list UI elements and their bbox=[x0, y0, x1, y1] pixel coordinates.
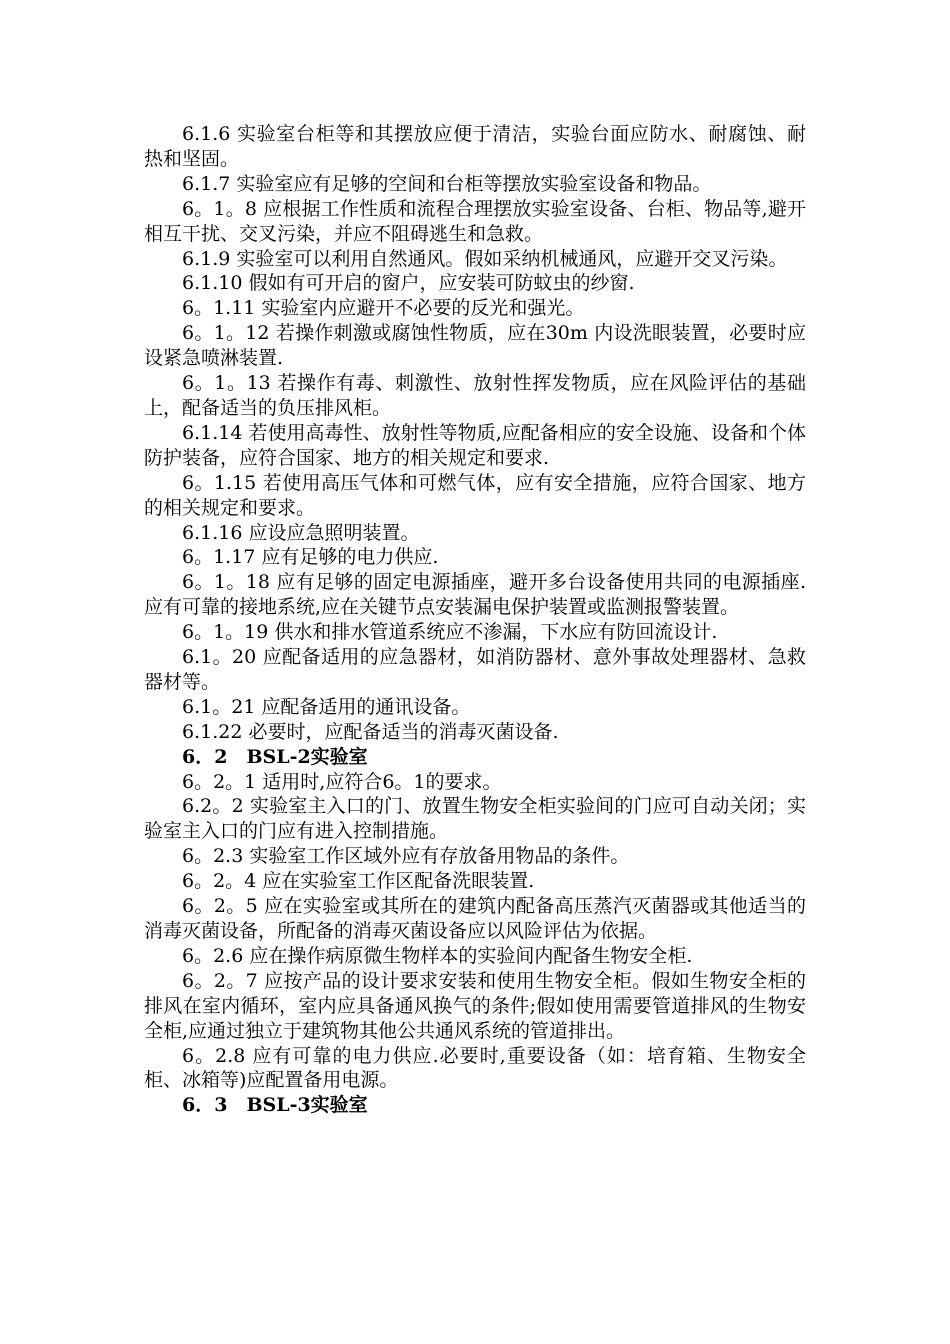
paragraph-6-2-1: 6。2。1 适用时,应符合6。1的要求。 bbox=[182, 770, 502, 793]
paragraph-6-1-9: 6.1.9 实验室可以利用自然通风。假如采纳机械通风，应避开交叉污染。 bbox=[182, 247, 788, 270]
paragraph-6-2-3: 6。2.3 实验室工作区域外应有存放备用物品的条件。 bbox=[182, 845, 630, 868]
paragraph-6-2-2: 6.2。2 实验室主入口的门、放置生物安全柜实验间的门应可自动关闭；实验室主入口的门应有进入控制措施。 bbox=[144, 795, 806, 843]
paragraph-6-1-18: 6。1。18 应有足够的固定电源插座，避开多台设备使用共同的电源插座.应有可靠的接地系统,应在关键节点安装漏电保护装置或监测报警装置。 bbox=[144, 571, 806, 619]
paragraph-6-1-17: 6。1.17 应有足够的电力供应. bbox=[182, 546, 439, 569]
document-page bbox=[144, 122, 806, 1118]
paragraph-6-2-4: 6。2。4 应在实验室工作区配备洗眼装置. bbox=[182, 870, 535, 893]
paragraph-6-1-22: 6.1.22 必要时，应配备适当的消毒灭菌设备. bbox=[182, 720, 559, 743]
paragraph-6-1-12: 6。1。12 若操作刺激或腐蚀性物质，应在30m 内设洗眼装置，必要时应设紧急喷淋装置. bbox=[144, 322, 806, 370]
paragraph-6-2-6: 6。2.6 应在操作病原微生物样本的实验间内配备生物安全柜. bbox=[182, 944, 693, 967]
paragraph-6-1-8: 6。1。8 应根据工作性质和流程合理摆放实验室设备、台柜、物品等,避开相互干扰、交叉污染，并应不阻碍逃生和急救。 bbox=[144, 197, 806, 245]
paragraph-6-1-14: 6.1.14 若使用高毒性、放射性等物质,应配备相应的安全设施、设备和个体防护装备，应符合国家、地方的相关规定和要求. bbox=[144, 421, 806, 469]
paragraph-6-2-5: 6。2。5 应在实验室或其所在的建筑内配备高压蒸汽灭菌器或其他适当的消毒灭菌设备，所配备的消毒灭菌设备应以风险评估为依据。 bbox=[144, 895, 806, 942]
paragraph-6-1-20: 6.1。20 应配备适用的应急器材，如消防器材、意外事故处理器材、急救器材等。 bbox=[144, 646, 806, 693]
paragraph-6-1-7: 6.1.7 实验室应有足够的空间和台柜等摆放实验室设备和物品。 bbox=[182, 172, 712, 195]
section-heading-6-2: 6．2 BSL-2实验室 bbox=[182, 745, 368, 768]
paragraph-6-1-10: 6.1.10 假如有可开启的窗户，应安装可防蚊虫的纱窗. bbox=[182, 272, 635, 295]
section-heading-6-3: 6．3 BSL-3实验室 bbox=[182, 1094, 368, 1117]
paragraph-6-2-8: 6。2.8 应有可靠的电力供应.必要时,重要设备（如：培育箱、生物安全柜、冰箱等)应配置备用电源。 bbox=[144, 1044, 806, 1092]
paragraph-6-1-21: 6.1。21 应配备适用的通讯设备。 bbox=[182, 695, 471, 718]
paragraph-6-1-13: 6。1。13 若操作有毒、刺激性、放射性挥发物质，应在风险评估的基础上，配备适当的负压排风柜。 bbox=[144, 372, 806, 419]
paragraph-6-2-7: 6。2。7 应按产品的设计要求安装和使用生物安全柜。假如生物安全柜的排风在室内循环，室内应具备通风换气的条件;假如使用需要管道排风的生物安全柜,应通过独立于建筑物其他公共通风系统的管道排出。 bbox=[144, 969, 806, 1042]
paragraph-6-1-16: 6.1.16 应设应急照明装置。 bbox=[182, 521, 420, 544]
paragraph-6-1-19: 6。1。19 供水和排水管道系统应不渗漏，下水应有防回流设计. bbox=[182, 621, 718, 644]
paragraph-6-1-15: 6。1.15 若使用高压气体和可燃气体，应有安全措施，应符合国家、地方的相关规定和要求。 bbox=[144, 471, 806, 519]
paragraph-6-1-6: 6.1.6 实验室台柜等和其摆放应便于清洁，实验台面应防水、耐腐蚀、耐热和坚固。 bbox=[144, 123, 806, 170]
paragraph-6-1-11: 6。1.11 实验室内应避开不必要的反光和强光。 bbox=[182, 297, 585, 320]
